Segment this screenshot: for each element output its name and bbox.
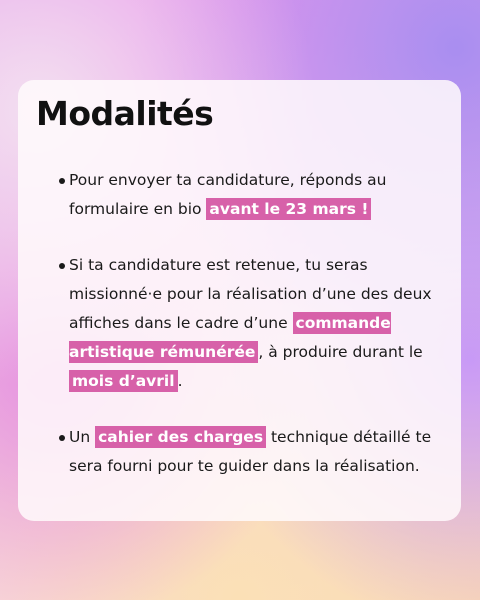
- card-title: Modalités: [36, 94, 214, 133]
- bullet-dot-icon: [59, 435, 65, 441]
- bullet-dot-icon: [59, 263, 65, 269]
- bullet-text-end: technique détaillé te sera fourni pour te guider dans la réalisation.: [69, 428, 432, 475]
- highlight-month: mois d’avril: [69, 370, 178, 392]
- bullet-item-selection: [40, 251, 440, 396]
- bullet-item-submission: [40, 166, 440, 224]
- highlight-deadline: avant le 23 mars !: [206, 198, 371, 220]
- bullet-text-end: .: [177, 372, 183, 390]
- bullet-list: [40, 166, 440, 508]
- bullet-item-specifications: [40, 423, 440, 481]
- highlight-specifications: cahier des charges: [95, 426, 266, 448]
- bullet-text: Si ta candidature est retenue, tu seras missionné·e pour la réalisation d’une des deux affiches dans le cadre d’une: [69, 256, 432, 332]
- highlight-paid-commission: commande artistique rémunérée: [69, 314, 391, 361]
- bullet-text: Un: [69, 428, 96, 446]
- bullet-dot-icon: [59, 178, 65, 184]
- bullet-text-middle: , à produire durant le: [258, 343, 423, 361]
- bullet-text: Pour envoyer ta candidature, réponds au formulaire en bio: [69, 171, 387, 218]
- modalites-card: [18, 80, 461, 521]
